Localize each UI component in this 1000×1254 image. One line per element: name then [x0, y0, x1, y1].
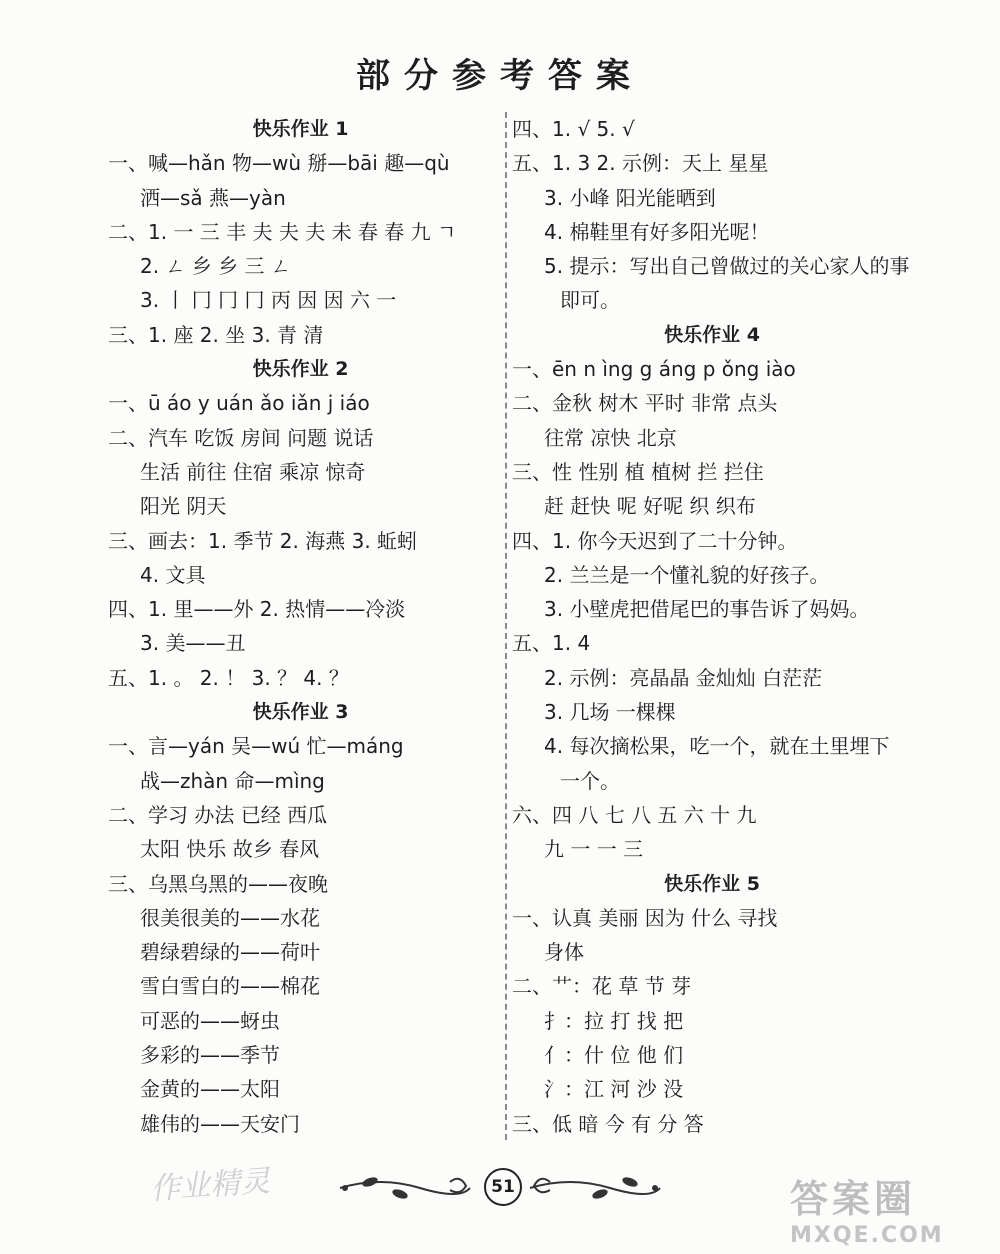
answer-line: 生活 前往 住宿 乘凉 惊奇 [140, 459, 366, 484]
answer-line: 一、言—yán 吴—wú 忙—máng [108, 734, 404, 759]
answer-line: 2. 示例：亮晶晶 金灿灿 白茫茫 [544, 665, 823, 690]
answer-line: 雪白雪白的——棉花 [140, 974, 320, 999]
answer-line: 九 一 一 三 [544, 837, 644, 862]
answer-line: 太阳 快乐 故乡 春风 [140, 837, 320, 862]
answer-line: 可恶的——蚜虫 [140, 1008, 280, 1033]
answer-line: 三、画去：1. 季节 2. 海燕 3. 蚯蚓 [108, 528, 418, 553]
answer-line: 一、认真 美丽 因为 什么 寻找 [512, 905, 778, 930]
answer-line: 4. 每次摘松果，吃一个，就在土里埋下 [544, 734, 890, 759]
answer-line: 很美很美的——水花 [140, 905, 320, 930]
section-heading: 快乐作业 3 [252, 701, 349, 724]
answer-line: 雄伟的——天安门 [140, 1111, 300, 1136]
answer-line: 往常 凉快 北京 [544, 425, 677, 450]
page-title: 部分参考答案 [356, 56, 644, 96]
watermark-logo-text: 答案圈 [790, 1177, 917, 1221]
answer-line: 五、1. 4 [512, 631, 591, 656]
answer-line: 亻：什 位 他 们 [544, 1043, 684, 1068]
watermark-left: 作业精灵 [149, 1163, 272, 1208]
answer-line: 3. 美——丑 [140, 631, 246, 656]
answer-line: 3. 小壁虎把借尾巴的事告诉了妈妈。 [544, 597, 870, 622]
answer-line: 2. ㄥ 乡 乡 三 ㄥ [140, 254, 291, 279]
answer-line: 3. 丨 冂 冂 冂 丙 因 因 六 一 [140, 288, 397, 313]
answer-line: 战—zhàn 命—mìng [140, 768, 325, 793]
answer-line: 碧绿碧绿的——荷叶 [140, 940, 320, 965]
answer-line: 四、1. √ 5. √ [512, 117, 635, 141]
answer-line: 二、1. 一 三 丰 夫 夫 夫 未 春 春 九 ㄱ [108, 219, 457, 244]
answer-line: 二、金秋 树木 平时 非常 点头 [512, 391, 778, 416]
answer-line: 金黄的——太阳 [140, 1077, 280, 1102]
answer-line: 二、学习 办法 已经 西瓜 [108, 802, 328, 827]
answer-line: 五、1. 3 2. 示例：天上 星星 [512, 151, 769, 176]
answer-line: 赶 赶快 呢 好呢 织 织布 [544, 494, 756, 519]
watermark-logo [790, 1168, 990, 1248]
answer-line: 三、1. 座 2. 坐 3. 青 清 [108, 322, 324, 347]
right-column [512, 112, 912, 1141]
answer-line: 扌：拉 打 找 把 [544, 1008, 684, 1033]
answer-line: 3. 几场 一棵棵 [544, 700, 676, 725]
answer-line: 一个。 [560, 768, 620, 793]
answer-line: 六、四 八 七 八 五 六 十 九 [512, 802, 757, 827]
section-heading: 快乐作业 2 [252, 358, 349, 381]
answer-line: 四、1. 你今天迟到了二十分钟。 [512, 528, 798, 553]
answer-line: 三、低 暗 今 有 分 答 [512, 1111, 704, 1136]
answer-line: 一、喊—hǎn 物—wù 掰—bāi 趣—qù [108, 151, 450, 176]
answer-line: 4. 棉鞋里有好多阳光呢！ [544, 219, 770, 244]
answer-line: 二、汽车 吃饭 房间 问题 说话 [108, 425, 374, 450]
answer-line: 氵：江 河 沙 没 [544, 1077, 684, 1102]
answer-line: 5. 提示：写出自己曾做过的关心家人的事 [544, 254, 910, 279]
watermark-url: MXQE.COM [790, 1223, 944, 1248]
answer-line: 三、性 性别 植 植树 拦 拦住 [512, 459, 764, 484]
answer-line: 多彩的——季节 [140, 1043, 280, 1068]
section-heading: 快乐作业 1 [252, 118, 349, 140]
page-number: 51 [484, 1168, 522, 1206]
answer-line: 洒—sǎ 燕—yàn [140, 185, 286, 210]
answer-line: 2. 兰兰是一个懂礼貌的好孩子。 [544, 562, 830, 587]
column-divider [505, 112, 507, 1140]
answer-line: 四、1. 里——外 2. 热情——冷淡 [108, 597, 406, 622]
answer-line: 三、乌黑乌黑的——夜晚 [108, 871, 328, 896]
answer-line: 一、ēn n ìng g áng p ǒng iào [512, 357, 796, 382]
answer-line: 一、ū áo y uán ǎo iǎn j iáo [108, 391, 370, 416]
answer-line: 4. 文具 [140, 562, 206, 587]
answer-line: 二、艹：花 草 节 芽 [512, 974, 692, 999]
answer-line: 五、1. 。 2. ！ 3. ？ 4. ？ [108, 665, 349, 690]
answer-line: 3. 小峰 阳光能晒到 [544, 185, 716, 210]
answer-line: 即可。 [560, 288, 620, 313]
answer-line: 身体 [544, 940, 584, 965]
section-heading: 快乐作业 4 [664, 323, 760, 346]
answer-line: 阳光 阴天 [140, 494, 227, 519]
section-heading: 快乐作业 5 [664, 872, 760, 895]
left-column [108, 112, 493, 1141]
